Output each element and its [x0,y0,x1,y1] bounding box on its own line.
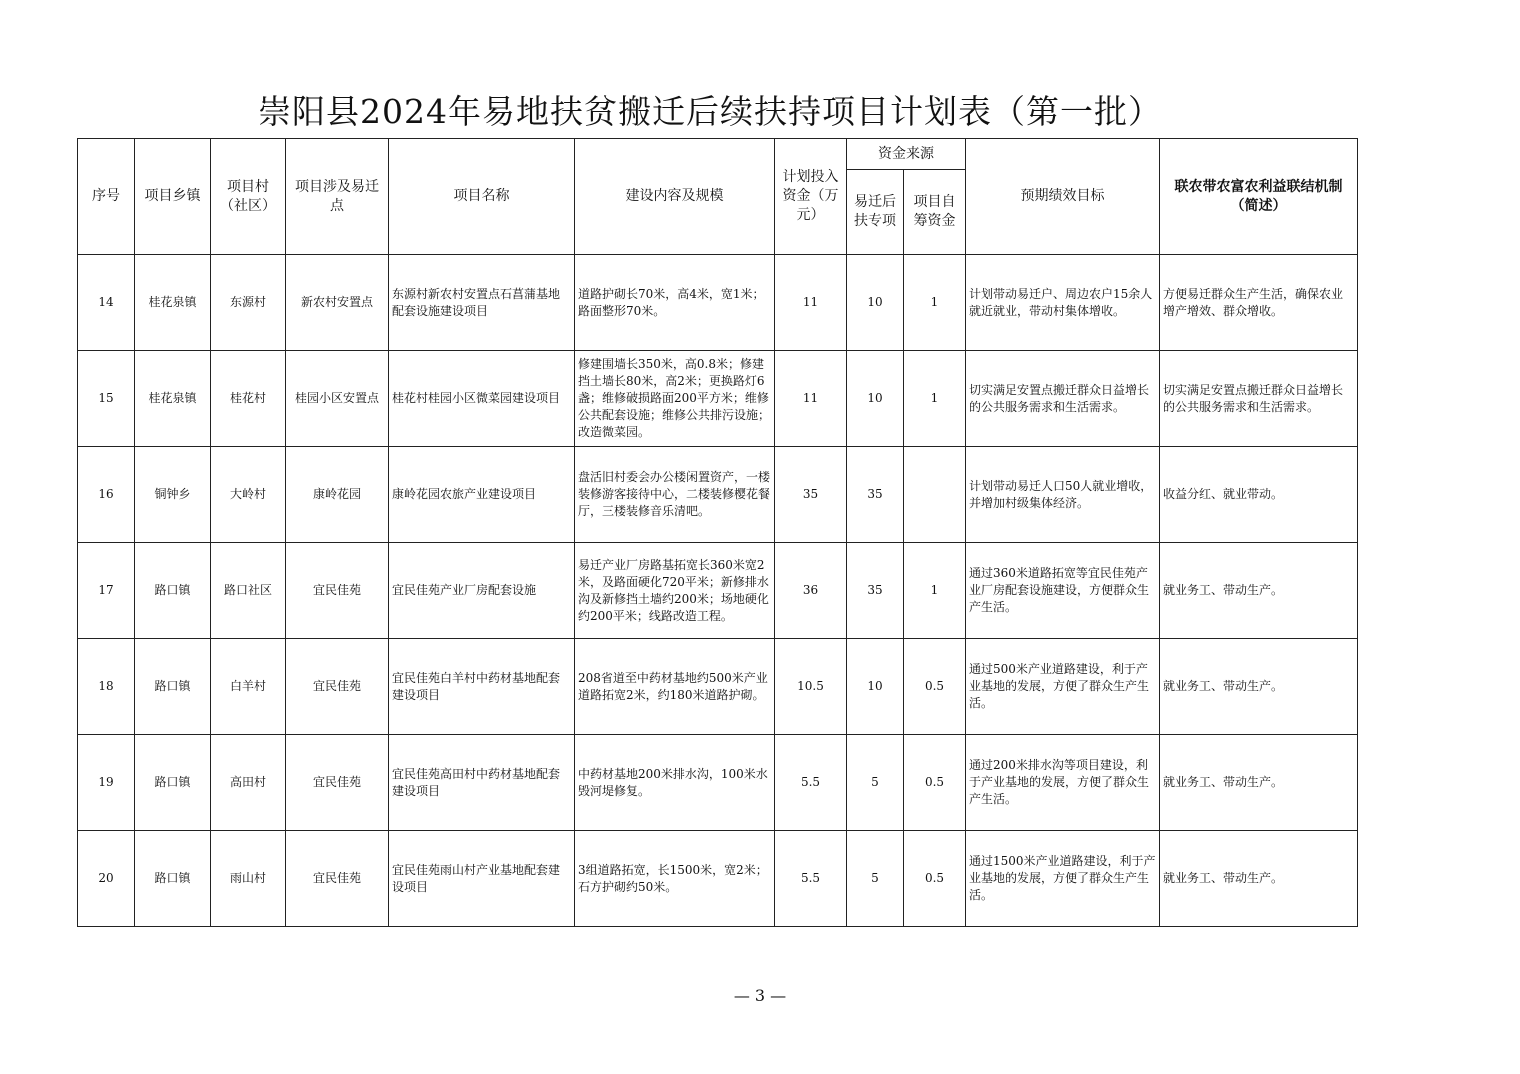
cell-mechanism: 就业务工、带动生产。 [1160,543,1358,639]
cell-village: 东源村 [211,255,286,351]
cell-site: 康岭花园 [286,447,389,543]
cell-mechanism: 收益分红、就业带动。 [1160,447,1358,543]
cell-special-fund: 35 [847,447,904,543]
cell-content: 208省道至中药材基地约500米产业道路拓宽2米，约180米道路护砌。 [575,639,775,735]
header-funding-source: 资金来源 [847,139,966,170]
header-target: 预期绩效目标 [966,139,1160,255]
table-row [78,639,1358,735]
cell-special-fund: 5 [847,735,904,831]
cell-village: 雨山村 [211,831,286,927]
cell-special-fund: 10 [847,351,904,447]
header-seq: 序号 [78,139,135,255]
cell-investment: 11 [775,255,847,351]
cell-self-fund [904,447,966,543]
header-self-fund: 项目自筹资金 [904,170,966,255]
cell-township: 桂花泉镇 [135,255,211,351]
cell-township: 路口镇 [135,831,211,927]
table-row [78,447,1358,543]
cell-township: 路口镇 [135,543,211,639]
cell-seq: 20 [78,831,135,927]
cell-special-fund: 5 [847,831,904,927]
table-header [78,139,1358,255]
cell-special-fund: 35 [847,543,904,639]
cell-self-fund: 1 [904,255,966,351]
cell-project-name: 宜民佳苑雨山村产业基地配套建设项目 [389,831,575,927]
cell-self-fund: 0.5 [904,639,966,735]
cell-township: 路口镇 [135,639,211,735]
header-township: 项目乡镇 [135,139,211,255]
cell-site: 新农村安置点 [286,255,389,351]
cell-project-name: 桂花村桂园小区微菜园建设项目 [389,351,575,447]
cell-target: 通过360米道路拓宽等宜民佳苑产业厂房配套设施建设，方便群众生产生活。 [966,543,1160,639]
cell-village: 高田村 [211,735,286,831]
cell-special-fund: 10 [847,255,904,351]
cell-site: 桂园小区安置点 [286,351,389,447]
header-special-fund: 易迁后扶专项 [847,170,904,255]
table-row [78,543,1358,639]
cell-mechanism: 方便易迁群众生产生活，确保农业增产增效、群众增收。 [1160,255,1358,351]
cell-village: 桂花村 [211,351,286,447]
cell-self-fund: 0.5 [904,831,966,927]
page-number: — 3 — [733,986,787,1005]
cell-target: 计划带动易迁户、周边农户15余人就近就业，带动村集体增收。 [966,255,1160,351]
cell-project-name: 宜民佳苑高田村中药材基地配套建设项目 [389,735,575,831]
cell-investment: 11 [775,351,847,447]
cell-content: 修建围墙长350米，高0.8米；修建挡土墙长80米，高2米；更换路灯6盏；维修破损路面200平方米；维修公共配套设施；维修公共排污设施；改造微菜园。 [575,351,775,447]
cell-seq: 16 [78,447,135,543]
cell-seq: 19 [78,735,135,831]
cell-self-fund: 1 [904,351,966,447]
cell-village: 白羊村 [211,639,286,735]
header-mechanism: 联农带农富农利益联结机制（简述） [1160,139,1358,255]
cell-project-name: 宜民佳苑产业厂房配套设施 [389,543,575,639]
cell-seq: 14 [78,255,135,351]
cell-seq: 18 [78,639,135,735]
cell-mechanism: 就业务工、带动生产。 [1160,639,1358,735]
cell-content: 中药材基地200米排水沟，100米水毁河堤修复。 [575,735,775,831]
cell-site: 宜民佳苑 [286,639,389,735]
cell-content: 3组道路拓宽，长1500米，宽2米；石方护砌约50米。 [575,831,775,927]
cell-content: 道路护砌长70米，高4米，宽1米；路面整形70米。 [575,255,775,351]
cell-target: 通过1500米产业道路建设，利于产业基地的发展，方便了群众生产生活。 [966,831,1160,927]
cell-target: 通过200米排水沟等项目建设，利于产业基地的发展，方便了群众生产生活。 [966,735,1160,831]
cell-investment: 5.5 [775,831,847,927]
header-investment: 计划投入资金（万元） [775,139,847,255]
cell-township: 铜钟乡 [135,447,211,543]
cell-self-fund: 1 [904,543,966,639]
cell-project-name: 康岭花园农旅产业建设项目 [389,447,575,543]
cell-target: 切实满足安置点搬迁群众日益增长的公共服务需求和生活需求。 [966,351,1160,447]
cell-mechanism: 就业务工、带动生产。 [1160,831,1358,927]
cell-investment: 36 [775,543,847,639]
header-project-name: 项目名称 [389,139,575,255]
table-row [78,255,1358,351]
cell-seq: 17 [78,543,135,639]
table-row [78,735,1358,831]
cell-target: 通过500米产业道路建设，利于产业基地的发展，方便了群众生产生活。 [966,639,1160,735]
cell-village: 大岭村 [211,447,286,543]
page-title: 崇阳县2024年易地扶贫搬迁后续扶持项目计划表（第一批） [258,92,1162,131]
cell-mechanism: 就业务工、带动生产。 [1160,735,1358,831]
cell-investment: 35 [775,447,847,543]
cell-seq: 15 [78,351,135,447]
cell-site: 宜民佳苑 [286,735,389,831]
cell-township: 路口镇 [135,735,211,831]
header-content: 建设内容及规模 [575,139,775,255]
cell-content: 盘活旧村委会办公楼闲置资产，一楼装修游客接待中心，二楼装修樱花餐厅，三楼装修音乐清吧。 [575,447,775,543]
cell-project-name: 宜民佳苑白羊村中药材基地配套建设项目 [389,639,575,735]
cell-site: 宜民佳苑 [286,831,389,927]
cell-site: 宜民佳苑 [286,543,389,639]
cell-mechanism: 切实满足安置点搬迁群众日益增长的公共服务需求和生活需求。 [1160,351,1358,447]
cell-content: 易迁产业厂房路基拓宽长360米宽2米，及路面硬化720平米；新修排水沟及新修挡土墙约200米；场地硬化约200平米；线路改造工程。 [575,543,775,639]
cell-target: 计划带动易迁人口50人就业增收，并增加村级集体经济。 [966,447,1160,543]
cell-project-name: 东源村新农村安置点石菖蒲基地配套设施建设项目 [389,255,575,351]
cell-investment: 10.5 [775,639,847,735]
header-village: 项目村（社区） [211,139,286,255]
cell-special-fund: 10 [847,639,904,735]
project-plan-table [77,138,1358,927]
cell-village: 路口社区 [211,543,286,639]
cell-investment: 5.5 [775,735,847,831]
table-row [78,831,1358,927]
header-site: 项目涉及易迁点 [286,139,389,255]
cell-self-fund: 0.5 [904,735,966,831]
table-row [78,351,1358,447]
cell-township: 桂花泉镇 [135,351,211,447]
